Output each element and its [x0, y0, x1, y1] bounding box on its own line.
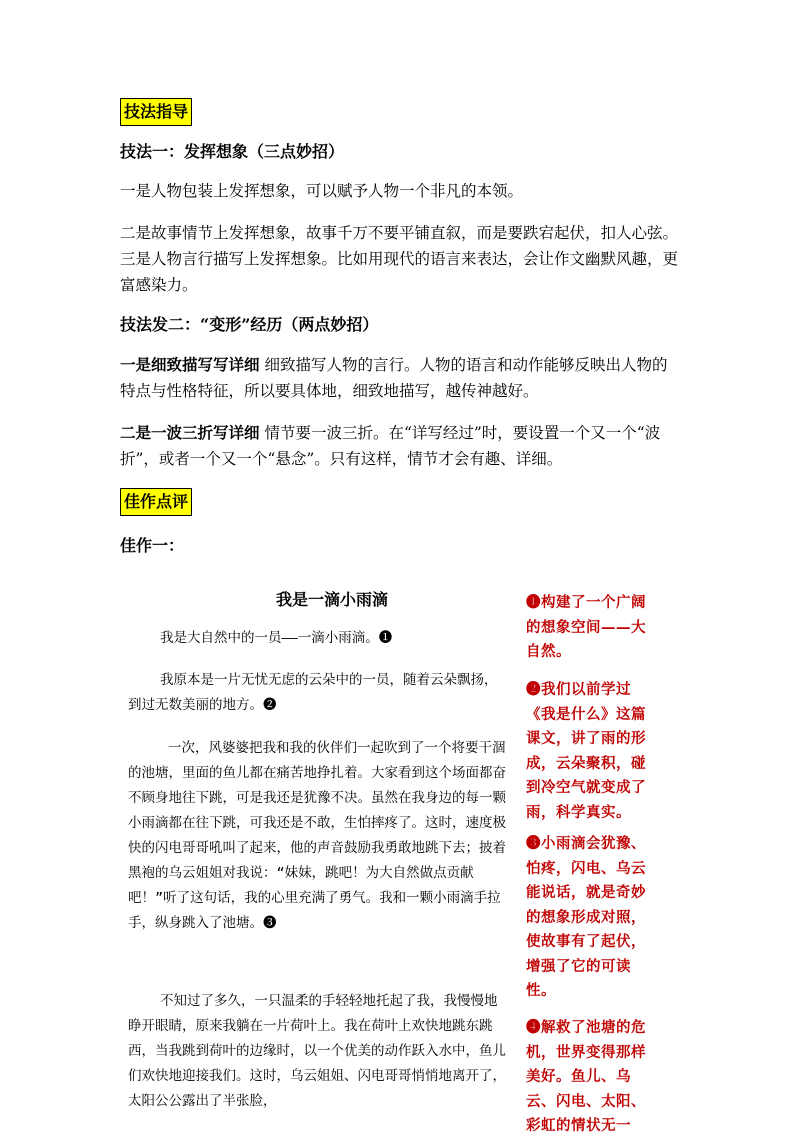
method1-paragraph-2: 二是故事情节上发挥想象，故事千万不要平铺直叙，而是要跌宕起伏，扣人心弦。三是人物言行描写上发挥想象。比如用现代的语言来表达，会让作文幽默风趣，更富感染力。	[120, 224, 679, 294]
annotation-1: ❶构建了一个广阔的想象空间——大自然。	[526, 594, 646, 660]
method2-paragraph-1	[120, 352, 680, 404]
model-essay-heading: 佳作一：	[120, 536, 185, 555]
method2-p1-text: 细致描写人物的言行。人物的语言和动作能够反映出人物的特点与性格特征，所以要具体地，细致地描写，越传神越好。	[120, 356, 668, 400]
essay-paragraph-2: 我原本是一片无忧无虑的云朵中的一员，随着云朵飘扬，到过无数美丽的地方。❷	[128, 672, 498, 713]
section-tag-technique: 技法指导	[120, 98, 192, 126]
annotation-2: ❷我们以前学过《我是什么》这篇课文，讲了雨的形成，云朵聚积，碰到冷空气就变成了雨，科学真实。	[526, 681, 646, 821]
method2-p1-lead: 一是细致描写写详细	[120, 355, 260, 374]
method1-paragraph-1: 一是人物包装上发挥想象，可以赋予人物一个非凡的本领。	[120, 182, 524, 200]
essay-paragraph-1: 我是大自然中的一员——一滴小雨滴。❶	[160, 630, 393, 646]
annotation-3: ❸小雨滴会犹豫、怕疼，闪电、乌云能说话，就是奇妙的想象形成对照，使故事有了起伏，增强了它的可读性。	[526, 835, 646, 999]
method2-paragraph-2	[120, 420, 680, 472]
method2-heading: 技法发二：“变形”经历（两点妙招）	[120, 315, 379, 334]
method1-heading: 技法一：发挥想象（三点妙招）	[120, 142, 345, 161]
essay-title: 我是一滴小雨滴	[276, 590, 389, 609]
annotation-4: ❹解救了池塘的危机，世界变得那样美好。鱼儿、乌云、闪电、太阳、彩虹的情状无一	[526, 1019, 646, 1134]
essay-paragraph-3: 一次，风婆婆把我和我的伙伴们一起吹到了一个将要干涸的池塘，里面的鱼儿都在痛苦地挣扎着。大家看到这个场面都奋不顾身地往下跳，可是我还是犹豫不决。虽然在我身边的每一颗小雨滴都在往下跳，可我还是不敢，生怕摔疼了。这时，速度极快的闪电哥哥吼叫了起来，他的声音鼓励我勇敢地跳下去；披着黑袍的乌云姐姐对我说：“妹妹，跳吧！为大自然做点贡献吧！”听了这句话，我的心里充满了勇气。我和一颗小雨滴手拉手，纵身跳入了池塘。❸	[128, 740, 506, 931]
essay-paragraph-4: 不知过了多久，一只温柔的手轻轻地托起了我，我慢慢地睁开眼睛，原来我躺在一片荷叶上。我在荷叶上欢快地跳东跳西，当我跳到荷叶的边缘时，以一个优美的动作跃入水中，鱼儿们欢快地迎接我们。这时，乌云姐姐、闪电哥哥悄悄地离开了，太阳公公露出了半张脸，	[128, 993, 506, 1109]
method2-p2-text: 情节要一波三折。在“详写经过”时，要设置一个又一个“波折”，或者一个又一个“悬念”。只有这样，情节才会有趣、详细。	[120, 424, 661, 468]
section-tag-review: 佳作点评	[120, 488, 192, 516]
method2-p2-lead: 二是一波三折写详细	[120, 423, 260, 442]
